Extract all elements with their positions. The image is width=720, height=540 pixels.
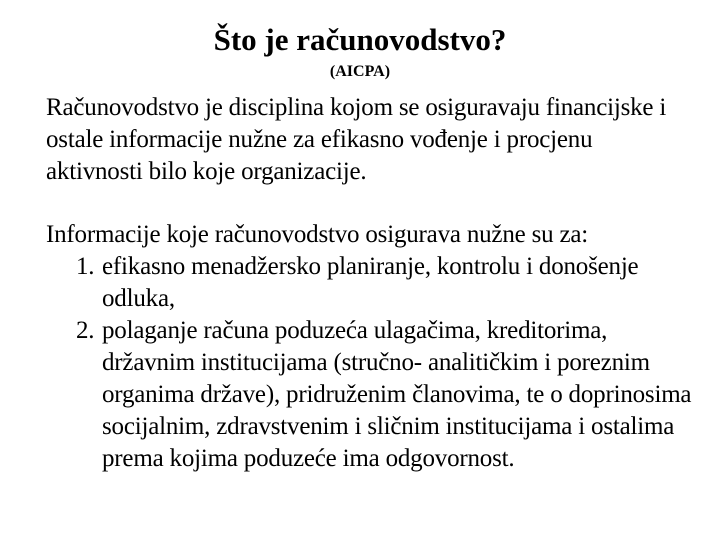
list-item-text: polaganje računa poduzeća ulagačima, kreditorima, državnim institucijama (stručno- analitičkim i poreznim organima države), pridruženim članovima, te o doprinosima socijalnim, zdravstvenim i sličnim institucijama i ostalima prema kojima poduzeće ima odgovornost. <box>102 317 692 472</box>
slide-body <box>46 92 706 475</box>
slide-subtitle: (AICPA) <box>329 63 391 80</box>
numbered-list <box>46 251 706 475</box>
list-item <box>46 251 692 315</box>
slide-title: Što je računovodstvo? <box>213 22 507 57</box>
definition-paragraph: Računovodstvo je disciplina kojom se osiguravaju financijske i ostale informacije nužne za efikasno vođenje i procjenu aktivnosti bilo koje organizacije. <box>46 94 667 185</box>
list-item-number: 1. <box>76 253 95 280</box>
list-intro: Informacije koje računovodstvo osigurava nužne su za: <box>46 221 588 248</box>
list-item-number: 2. <box>76 317 95 344</box>
list-item-text: efikasno menadžersko planiranje, kontrolu i donošenje odluka, <box>102 253 639 312</box>
list-item <box>46 315 692 475</box>
